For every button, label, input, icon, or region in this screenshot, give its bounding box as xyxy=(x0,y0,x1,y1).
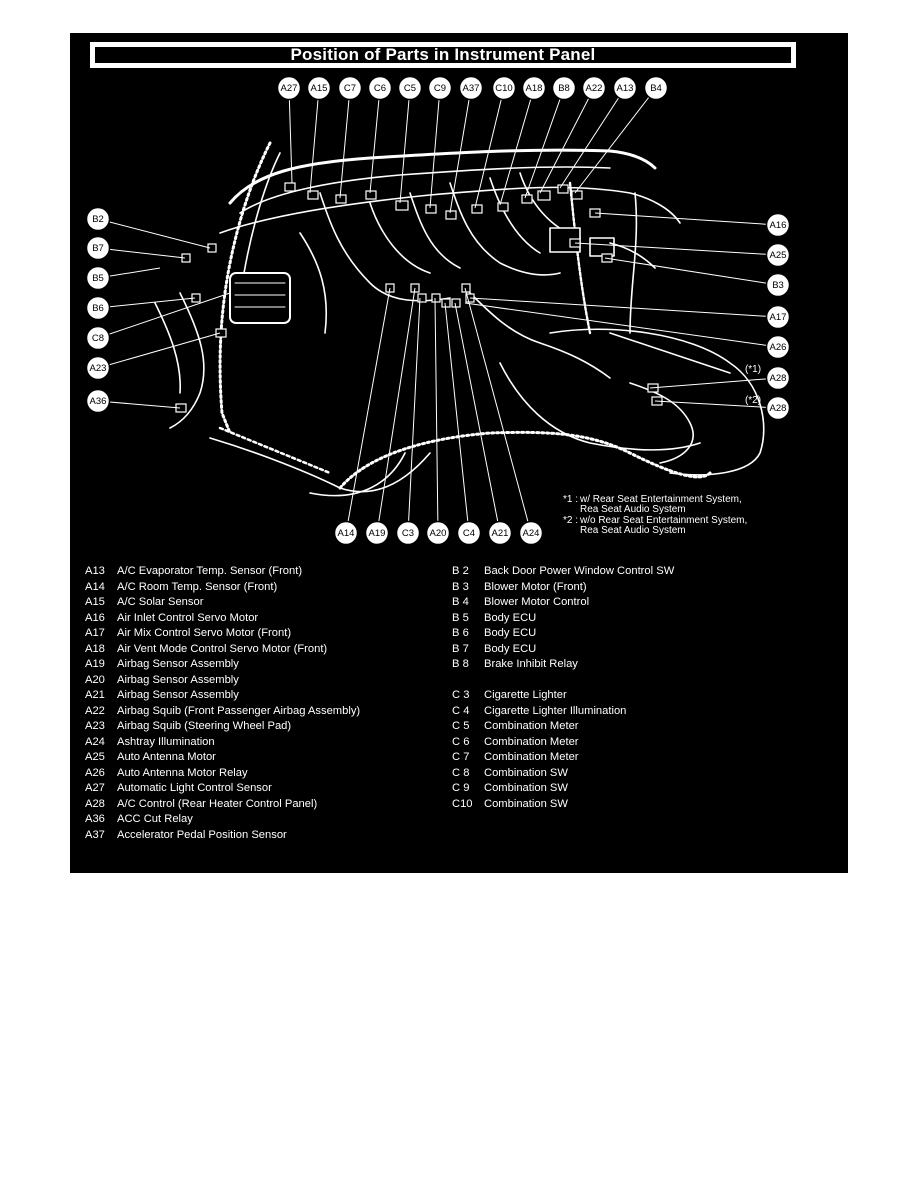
legend-right-code: C 4 xyxy=(452,704,470,717)
connector-block xyxy=(522,195,532,203)
callout-c4-bottom xyxy=(458,522,481,545)
legend-left-code: A15 xyxy=(85,596,105,608)
callout-b8-top-label: B8 xyxy=(558,83,570,94)
callout-a19-bottom xyxy=(366,522,389,545)
legend-left-name: Automatic Light Control Sensor xyxy=(117,782,272,794)
legend-right-row xyxy=(452,719,832,735)
callout-a37-top xyxy=(460,77,483,100)
callout-a18-top xyxy=(523,77,546,100)
callout-a14-bottom-label: A14 xyxy=(337,528,355,539)
legend-left-name: Airbag Sensor Assembly xyxy=(117,673,239,686)
callout-b3-right-2-leader xyxy=(605,258,778,285)
note-2-mark: *2 : xyxy=(563,515,579,526)
callout-a13-top-label: A13 xyxy=(616,83,634,94)
callout-a15-top-label: A15 xyxy=(310,83,328,94)
note-1-line2: Rea Seat Audio System xyxy=(580,504,686,515)
callout-a26-right-4-label: A26 xyxy=(769,342,787,353)
legend-right-row xyxy=(452,611,832,627)
legend-left-name: Auto Antenna Motor Relay xyxy=(117,766,248,779)
callout-b4-top-label: B4 xyxy=(650,83,662,94)
connector-block xyxy=(426,205,436,213)
legend-left-code: A25 xyxy=(85,751,105,763)
legend-left-code: A21 xyxy=(85,689,105,701)
callout-a27-top xyxy=(278,77,301,100)
connector-block xyxy=(498,203,508,211)
legend-left-name: ACC Cut Relay xyxy=(117,813,193,825)
legend-right-name: Cigarette Lighter xyxy=(484,689,567,701)
note-2-line1: w/o Rear Seat Entertainment System, xyxy=(580,515,748,526)
callout-c9-top xyxy=(429,77,452,100)
legend-left-name: Air Inlet Control Servo Motor xyxy=(117,611,259,624)
variant-marks xyxy=(745,364,761,406)
callout-c7-top xyxy=(339,77,362,100)
callout-a25-right-1 xyxy=(767,244,790,267)
legend-left-name: A/C Room Temp. Sensor (Front) xyxy=(117,580,278,593)
legend-left-row xyxy=(85,812,455,828)
legend-right-code: C 3 xyxy=(452,689,470,701)
connector-block xyxy=(472,205,482,213)
callout-b6-left xyxy=(87,297,110,320)
callout-a22-top xyxy=(583,77,606,100)
legend-right-code: C10 xyxy=(452,797,473,810)
callout-c5-top-label: C5 xyxy=(403,83,417,94)
legend-left-code: A26 xyxy=(85,766,105,779)
callout-c9-top-leader xyxy=(430,88,440,208)
legend-left-name: A/C Control (Rear Heater Control Panel) xyxy=(117,797,318,810)
legend-left-name: Airbag Sensor Assembly xyxy=(117,658,239,670)
legend-right-row xyxy=(452,564,832,580)
legend-right-name: Brake Inhibit Relay xyxy=(484,658,578,670)
legend-left-name: Airbag Sensor Assembly xyxy=(117,689,239,701)
callout-a20-bottom-label: A20 xyxy=(429,528,447,539)
legend-right-name: Combination Meter xyxy=(484,720,579,732)
legend-left-code: A37 xyxy=(85,828,105,841)
callout-a14-bottom xyxy=(335,522,358,545)
callout-a13-top xyxy=(614,77,637,100)
legend-left-row xyxy=(85,719,455,735)
callout-a36-left-label: A36 xyxy=(89,396,107,407)
legend-right-row xyxy=(452,781,832,797)
callout-a16-right-0-leader xyxy=(595,213,778,225)
callout-c9-top-label: C9 xyxy=(433,83,447,94)
callout-b7-left-label: B7 xyxy=(92,243,104,254)
legend-left-name: Ashtray Illumination xyxy=(117,735,215,748)
legend-left-code: A14 xyxy=(85,580,105,593)
callout-a23-left-label: A23 xyxy=(89,363,107,374)
callout-b4-top xyxy=(645,77,668,100)
legend-left-row xyxy=(85,735,455,751)
legend-right-name: Combination SW xyxy=(484,782,568,794)
callout-c10-top-label: C10 xyxy=(495,83,513,94)
legend-right-column xyxy=(452,564,832,812)
legend-right-row xyxy=(452,580,832,596)
variant-mark-1: (*1) xyxy=(744,364,762,375)
callout-a24-bottom xyxy=(520,522,543,545)
legend-right-code: B 4 xyxy=(452,596,469,608)
legend-left-name: Airbag Squib (Steering Wheel Pad) xyxy=(117,720,292,732)
legend-left-row xyxy=(85,611,455,627)
legend-right-code: B 8 xyxy=(452,658,469,670)
callout-a37-top-leader xyxy=(450,88,471,213)
legend-right-name: Body ECU xyxy=(484,611,537,624)
legend-left-row xyxy=(85,595,455,611)
legend-right-name: Blower Motor (Front) xyxy=(484,580,587,593)
legend-right-code: C 5 xyxy=(452,720,470,732)
callout-a22-top-label: A22 xyxy=(585,83,603,94)
instrument-panel-drawing xyxy=(70,33,848,553)
legend-left-name: Accelerator Pedal Position Sensor xyxy=(117,828,287,841)
legend-left-code: A19 xyxy=(85,658,105,670)
legend-right-row xyxy=(452,797,832,813)
legend-left-row xyxy=(85,580,455,596)
legend-right-row xyxy=(452,657,832,673)
legend-right-name: Blower Motor Control xyxy=(484,596,590,608)
callout-c6-top xyxy=(369,77,392,100)
legend-left-name: Air Vent Mode Control Servo Motor (Front) xyxy=(117,642,328,655)
legend-left-code: A20 xyxy=(85,673,105,686)
legend-right-code: C 8 xyxy=(452,766,470,779)
callout-b3-right-2 xyxy=(767,274,790,297)
legend-left-code: A24 xyxy=(85,735,105,748)
callout-a28-right-6 xyxy=(767,397,790,420)
legend-left-code: A23 xyxy=(85,720,105,732)
callout-c7-top-label: C7 xyxy=(343,83,357,94)
legend-left-row xyxy=(85,766,455,782)
note-1-line1: w/ Rear Seat Entertainment System, xyxy=(580,494,742,505)
callout-b4-top-leader xyxy=(575,88,656,193)
legend-left-column xyxy=(85,564,455,843)
legend-right-row xyxy=(452,642,832,658)
callout-c3-bottom-label: C3 xyxy=(401,528,415,539)
legend-right-row xyxy=(452,595,832,611)
callout-c3-bottom-leader xyxy=(408,298,420,533)
connector-block xyxy=(396,201,408,210)
connector-block xyxy=(418,294,426,302)
callout-a27-top-label: A27 xyxy=(280,83,298,94)
legend-right-row xyxy=(452,673,832,689)
callout-c4-bottom-leader xyxy=(445,303,469,533)
callout-b5-left xyxy=(87,267,110,290)
callout-a28-right-5-label: A28 xyxy=(769,373,787,384)
legend-left-row xyxy=(85,797,455,813)
legend-right-code: C 7 xyxy=(452,751,470,763)
legend-right-row xyxy=(452,704,832,720)
legend-right-name: Cigarette Lighter Illumination xyxy=(484,704,627,717)
callout-a14-bottom-leader xyxy=(346,288,390,533)
connector-block xyxy=(366,191,376,199)
legend-left-row xyxy=(85,750,455,766)
callout-a13-top-leader xyxy=(560,88,625,188)
legend-left-name: Air Mix Control Servo Motor (Front) xyxy=(117,627,292,639)
callout-a21-bottom-leader xyxy=(455,303,500,533)
legend-left-row xyxy=(85,828,455,844)
legend-right-code: B 5 xyxy=(452,611,469,624)
callout-c8-left-label: C8 xyxy=(91,333,105,344)
legend-left-name: A/C Evaporator Temp. Sensor (Front) xyxy=(117,565,303,577)
legend-left-name: A/C Solar Sensor xyxy=(117,596,204,608)
legend-right-name: Body ECU xyxy=(484,627,537,639)
page-title: Position of Parts in Instrument Panel xyxy=(290,45,596,64)
callout-a16-right-0 xyxy=(767,214,790,237)
legend-left-code: A27 xyxy=(85,782,105,794)
callout-b6-left-leader xyxy=(98,298,195,308)
callout-a17-right-3-label: A17 xyxy=(769,312,787,323)
callout-b7-left-leader xyxy=(98,248,185,258)
callout-a28-right-5 xyxy=(767,367,790,390)
callout-a28-right-5-leader xyxy=(650,378,778,388)
callout-a17-right-3 xyxy=(767,306,790,329)
legend-left-code: A22 xyxy=(85,704,105,717)
legend-right-row xyxy=(452,750,832,766)
note-1-mark: *1 : xyxy=(563,494,579,505)
callout-c5-top-leader xyxy=(400,88,410,203)
callout-b7-left xyxy=(87,237,110,260)
callout-a24-bottom-leader xyxy=(465,288,531,533)
callout-a36-left-leader xyxy=(98,401,180,408)
legend-left-code: A13 xyxy=(85,565,105,577)
callout-b2-left-leader xyxy=(98,219,210,248)
callout-a36-left xyxy=(87,390,110,413)
diagram-panel xyxy=(70,33,848,873)
callout-a19-bottom-label: A19 xyxy=(368,528,386,539)
callout-a16-right-0-label: A16 xyxy=(769,220,787,231)
callout-b3-right-2-label: B3 xyxy=(772,280,784,291)
legend-right-code: B 2 xyxy=(452,565,469,577)
callout-c10-top xyxy=(493,77,516,100)
legend-right-name: Combination Meter xyxy=(484,735,579,748)
legend-right-name: Combination SW xyxy=(484,797,568,810)
connector-block xyxy=(216,329,226,337)
callout-a18-top-label: A18 xyxy=(525,83,543,94)
callout-a21-bottom-label: A21 xyxy=(491,528,509,539)
legend-right-code: C 6 xyxy=(452,735,470,748)
callout-c3-bottom xyxy=(397,522,420,545)
legend-right-code: B 6 xyxy=(452,627,469,639)
legend-left-row xyxy=(85,642,455,658)
callout-a28-right-6-label: A28 xyxy=(769,403,787,414)
callout-b8-top xyxy=(553,77,576,100)
legend-right-code: B 3 xyxy=(452,580,469,593)
connector-block xyxy=(285,183,295,191)
variant-mark-2: (*2) xyxy=(744,395,762,406)
connector-block xyxy=(572,191,582,199)
legend-left-code: A18 xyxy=(85,642,105,655)
legend-right-code: B 7 xyxy=(452,642,469,655)
callout-a23-left xyxy=(87,357,110,380)
legend-right-row xyxy=(452,688,832,704)
callout-a17-right-3-leader xyxy=(470,298,778,317)
callout-b2-left xyxy=(87,208,110,231)
connector-block xyxy=(432,294,440,302)
legend-left-row xyxy=(85,781,455,797)
callout-b5-left-label: B5 xyxy=(92,273,104,284)
legend-left-code: A16 xyxy=(85,611,105,624)
connector-block xyxy=(442,299,450,307)
legend-left-row xyxy=(85,626,455,642)
callout-c4-bottom-label: C4 xyxy=(462,528,476,539)
legend-right-name: Body ECU xyxy=(484,642,537,655)
legend-left-code: A17 xyxy=(85,627,105,639)
callout-a15-top xyxy=(308,77,331,100)
callout-a19-bottom-leader xyxy=(377,288,415,533)
legend-left-name: Auto Antenna Motor xyxy=(117,751,216,763)
callout-c8-left-leader xyxy=(98,293,230,338)
legend-left-row xyxy=(85,564,455,580)
callout-b8-top-leader xyxy=(525,88,564,198)
callout-b2-left-label: B2 xyxy=(92,214,104,225)
legend-right-name: Back Door Power Window Control SW xyxy=(484,565,675,577)
callout-a20-bottom-leader xyxy=(435,298,438,533)
legend-left-name: Airbag Squib (Front Passenger Airbag Assembly) xyxy=(117,704,361,717)
callout-c6-top-label: C6 xyxy=(373,83,387,94)
legend-right-name: Combination Meter xyxy=(484,751,579,763)
callout-a26-right-4-leader xyxy=(465,303,778,347)
callout-a37-top-label: A37 xyxy=(462,83,480,94)
callout-a21-bottom xyxy=(489,522,512,545)
note-2-line2: Rea Seat Audio System xyxy=(580,525,686,536)
connector-block xyxy=(446,211,456,219)
callout-a24-bottom-label: A24 xyxy=(522,528,540,539)
callout-c8-left xyxy=(87,327,110,350)
callout-a20-bottom xyxy=(427,522,450,545)
callout-a26-right-4 xyxy=(767,336,790,359)
legend-right-row xyxy=(452,626,832,642)
legend-left-row xyxy=(85,688,455,704)
connector-block xyxy=(308,191,318,199)
legend-left-code: A36 xyxy=(85,813,105,825)
legend-left-code: A28 xyxy=(85,797,105,810)
legend-right-row xyxy=(452,735,832,751)
connector-block xyxy=(336,195,346,203)
legend-right-code: C 9 xyxy=(452,782,470,794)
callout-a15-top-leader xyxy=(310,88,319,193)
callout-c5-top xyxy=(399,77,422,100)
connector-block xyxy=(558,185,568,193)
legend-right-name: Combination SW xyxy=(484,766,568,779)
legend-left-row xyxy=(85,673,455,689)
legend-left-row xyxy=(85,657,455,673)
legend-right-row xyxy=(452,766,832,782)
legend-left-row xyxy=(85,704,455,720)
callout-a25-right-1-label: A25 xyxy=(769,250,787,261)
callout-b6-left-label: B6 xyxy=(92,303,104,314)
